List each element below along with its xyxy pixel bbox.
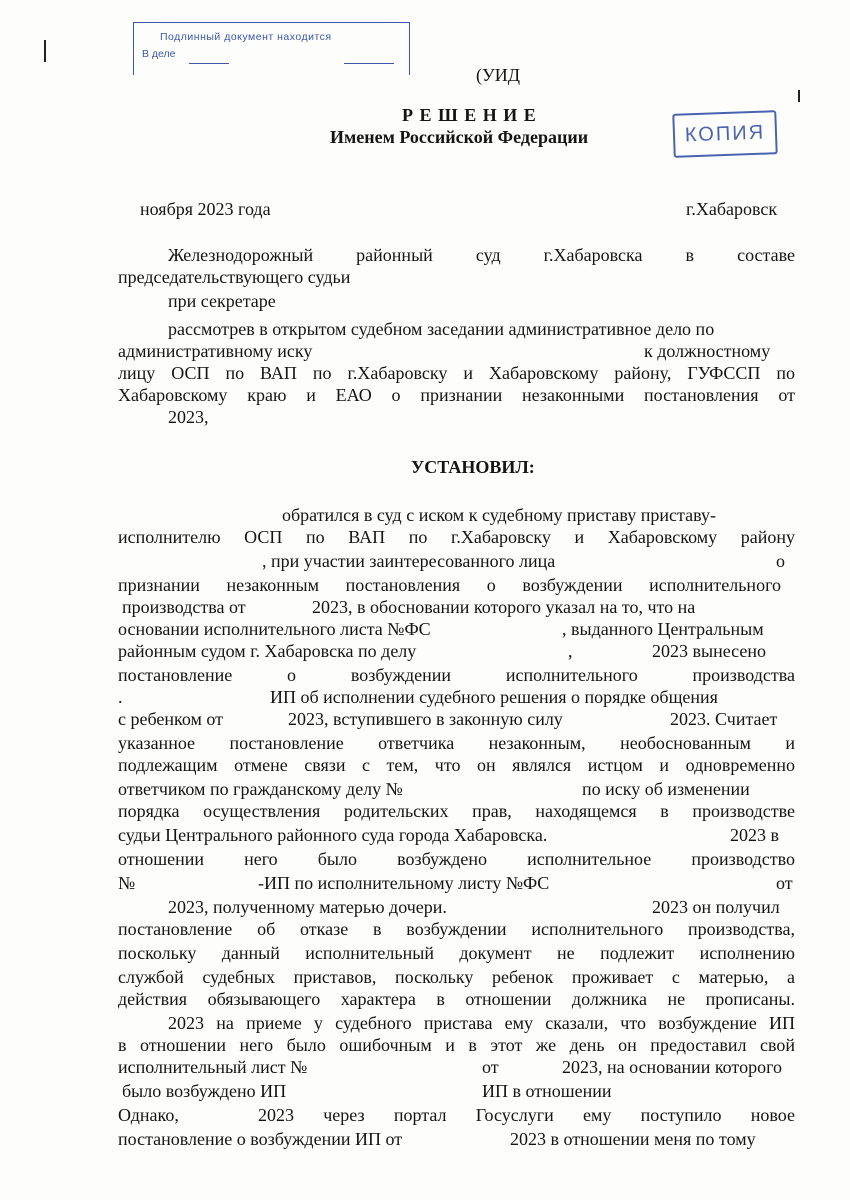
text-line: Железнодорожный районный суд г.Хабаровска в составе (168, 245, 795, 265)
text-line: 2023, вступившего в законную силу (288, 709, 563, 729)
text-line: . (118, 687, 123, 707)
text-line: -ИП по исполнительному листу №ФС (258, 873, 550, 893)
text-line: службой судебных приставов, поскольку ребенок проживает с матерью, а (118, 967, 795, 987)
text-line: 2023 вынесено (652, 641, 766, 661)
stamp-line-1: Подлинный документ находится (160, 31, 332, 43)
text-line: признании незаконным постановления о возбуждении исполнительного (118, 575, 781, 595)
text-line: указанное постановление ответчика незаконным, необоснованным и (118, 733, 795, 753)
text-line: , выданного Центральным (562, 619, 764, 639)
text-line: было возбуждено ИП (122, 1081, 287, 1101)
text-line: о (776, 551, 785, 571)
decision-city: г.Хабаровск (686, 199, 778, 219)
text-line: Однако, (118, 1105, 179, 1125)
text-line: порядка осуществления родительских прав, находящемся в производстве (118, 801, 795, 821)
text-line: 2023, (168, 407, 209, 427)
text-line: 2023 он получил (652, 897, 780, 917)
text-line: основании исполнительного листа №ФС (118, 619, 431, 639)
text-line: 2023, в обосновании которого указал на то, что на (312, 597, 696, 617)
text-line: 2023, полученному матерью дочери. (168, 897, 447, 917)
punch-mark (44, 40, 46, 62)
text-line: с ребенком от (118, 709, 224, 729)
text-line: рассмотрев в открытом судебном заседании административное дело по (168, 319, 715, 339)
text-line: в отношении него было ошибочным и в этот же день он предоставил свой (118, 1035, 795, 1055)
text-line: 2023, на основании которого (562, 1057, 782, 1077)
text-line: производства от (122, 597, 246, 617)
text-line: ответчиком по гражданскому делу № (118, 779, 403, 799)
text-line: от (482, 1057, 499, 1077)
text-line: исполнителю ОСП по ВАП по г.Хабаровску и Хабаровскому району (118, 527, 795, 547)
text-line: административному иску (118, 341, 313, 361)
text-line: районным судом г. Хабаровска по делу (118, 641, 417, 661)
text-line: действия обязывающего характера в отношении должника не прописаны. (118, 989, 795, 1009)
uid-label: (УИД (476, 65, 521, 85)
text-line: по иску об изменении (582, 779, 750, 799)
text-line: постановление об отказе в возбуждении исполнительного производства, (118, 919, 795, 939)
stamp-underline-2 (344, 63, 394, 64)
copy-stamp: КОПИЯ (672, 110, 777, 158)
text-line: , при участии заинтересованного лица (262, 551, 556, 571)
section-heading: УСТАНОВИЛ: (411, 457, 535, 477)
original-location-stamp (133, 22, 410, 75)
text-line: ИП об исполнении судебного решения о порядке общения (270, 687, 718, 707)
text-line: постановление о возбуждении исполнительного производства (118, 665, 795, 685)
text-line: ИП в отношении (482, 1081, 612, 1101)
text-line: председательствующего судьи (118, 267, 351, 287)
text-line: , (568, 641, 573, 661)
text-line: подлежащим отмене связи с тем, что он являлся истцом и одновременно (118, 755, 795, 775)
document-title: Р Е Ш Е Н И Е (402, 105, 537, 125)
text-line: от (776, 873, 793, 893)
text-line: лицу ОСП по ВАП по г.Хабаровску и Хабаровскому району, ГУФССП по (118, 363, 795, 383)
text-line: 2023 в отношении меня по тому (510, 1129, 756, 1149)
stamp-underline-1 (189, 63, 229, 64)
text-line: 2023. Считает (670, 709, 778, 729)
punch-mark (798, 90, 800, 102)
text-line: при секретаре (168, 291, 276, 311)
text-line: судьи Центрального районного суда города Хабаровска. (118, 825, 548, 845)
text-line: обратился в суд с иском к судебному приставу приставу- (282, 505, 716, 525)
decision-date: ноября 2023 года (140, 199, 271, 219)
text-line: 2023 в (730, 825, 779, 845)
text-line: поскольку данный исполнительный документ не подлежит исполнению (118, 943, 795, 963)
document-subtitle: Именем Российской Федерации (330, 127, 589, 147)
text-line: Хабаровскому краю и ЕАО о признании незаконными постановления от (118, 385, 795, 405)
stamp-line-2: В деле (142, 48, 176, 60)
text-line: отношении него было возбуждено исполнительное производство (118, 849, 795, 869)
text-line: 2023 через портал Госуслуги ему поступило новое (258, 1105, 795, 1125)
text-line: 2023 на приеме у судебного пристава ему сказали, что возбуждение ИП (168, 1013, 795, 1033)
text-line: к должностному (644, 341, 771, 361)
text-line: № (118, 873, 136, 893)
text-line: постановление о возбуждении ИП от (118, 1129, 403, 1149)
text-line: исполнительный лист № (118, 1057, 308, 1077)
